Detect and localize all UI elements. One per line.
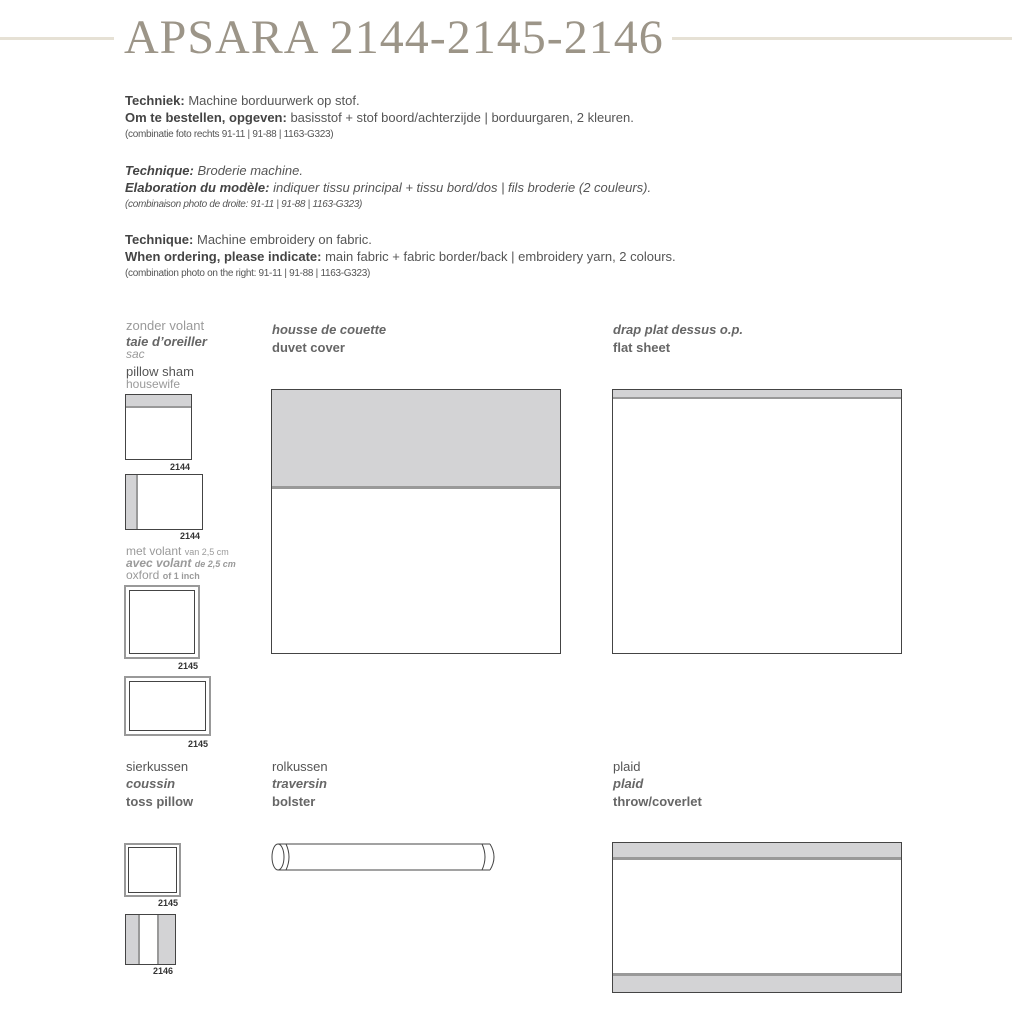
pillow-code-a: 2144 xyxy=(170,462,191,472)
en-order-label: When ordering, please indicate: xyxy=(125,249,322,264)
fr-order-line xyxy=(125,180,651,195)
en-order-line xyxy=(125,249,676,264)
plaid-top-band xyxy=(613,843,901,857)
toss-pillow-2146-stripe-left xyxy=(126,915,138,964)
nl-combination: (combinatie foto rechts 91-11 | 91-88 | 1163-G323) xyxy=(125,129,334,140)
plaid-bottom-band xyxy=(613,976,901,992)
pillow-met-volant-size: van 2,5 cm xyxy=(184,547,229,557)
flat-sheet-band-line xyxy=(613,397,901,399)
toss-label-en: toss pillow xyxy=(126,794,194,809)
fr-technique-line xyxy=(125,163,303,178)
pillow-avec-volant-text: avec volant xyxy=(126,556,192,570)
plaid-drawing xyxy=(612,842,902,993)
bolster-drawing xyxy=(268,840,502,874)
nl-order-text: basisstof + stof boord/achterzijde | borduurgaren, 2 kleuren. xyxy=(286,110,634,125)
pillow-oxford-2145-rect-inner xyxy=(129,681,206,731)
duvet-label-en: duvet cover xyxy=(272,340,345,355)
pillow-taie: taie d’oreiller xyxy=(126,334,207,349)
bolster-left-end xyxy=(272,844,284,870)
plaid-top-band-line xyxy=(613,857,901,860)
fr-combination: (combinaison photo de droite: 91-11 | 91-88 | 1163-G323) xyxy=(125,199,363,210)
fr-technique-text: Broderie machine. xyxy=(193,163,303,178)
en-technique-line xyxy=(125,232,372,247)
plaid-label-fr: plaid xyxy=(613,776,644,791)
duvet-label-fr: housse de couette xyxy=(272,322,387,337)
plaid-label-nl: plaid xyxy=(613,759,641,774)
toss-pillow-2145-inner xyxy=(128,847,177,893)
pillow-code-b: 2144 xyxy=(180,531,201,541)
pillow-oxford-text: oxford xyxy=(126,568,160,582)
pillow-oxford-2145-square-inner xyxy=(129,590,195,654)
pillow-housewife: housewife xyxy=(126,377,181,391)
pillow-sham-2144-side-line xyxy=(136,475,138,529)
bolster-right-end xyxy=(490,844,494,870)
header-rule-right xyxy=(672,37,1012,40)
toss-code-a: 2145 xyxy=(158,898,179,908)
nl-technique-line xyxy=(125,93,360,108)
fr-order-label: Elaboration du modèle: xyxy=(125,180,270,195)
nl-order-line xyxy=(125,110,634,125)
flat-label-en: flat sheet xyxy=(613,340,671,355)
plaid-label-en: throw/coverlet xyxy=(613,794,702,809)
pillow-oxford xyxy=(126,568,200,583)
duvet-cover-band-line xyxy=(272,486,560,489)
bolster-right-ring xyxy=(482,844,485,870)
toss-label-fr: coussin xyxy=(126,776,176,791)
duvet-cover-top-panel xyxy=(272,390,560,486)
en-order-text: main fabric + fabric border/back | embroidery yarn, 2 colours. xyxy=(321,249,676,264)
flat-sheet-drawing xyxy=(612,389,902,654)
toss-code-b: 2146 xyxy=(153,966,174,976)
flat-sheet-top-band xyxy=(613,390,901,397)
header-rule-left xyxy=(0,37,114,40)
flat-label-fr: drap plat dessus o.p. xyxy=(613,322,744,337)
pillow-code-c: 2145 xyxy=(178,661,199,671)
pillow-avec-volant-size: de 2,5 cm xyxy=(194,559,236,569)
bolster-body xyxy=(278,844,490,870)
fr-order-text: indiquer tissu principal + tissu bord/dos | fils broderie (2 couleurs). xyxy=(269,180,652,195)
pillow-sham-2144-band xyxy=(126,395,191,406)
toss-pillow-2146-line-left xyxy=(138,915,140,964)
en-technique-text: Machine embroidery on fabric. xyxy=(193,232,372,247)
pillow-oxford-size: of 1 inch xyxy=(162,571,200,581)
bolster-label-nl: rolkussen xyxy=(272,759,328,774)
pillow-code-d: 2145 xyxy=(188,739,209,749)
pillow-sham-2144-side-band xyxy=(126,475,136,529)
en-technique-label: Technique: xyxy=(125,232,194,247)
bolster-label-fr: traversin xyxy=(272,776,327,791)
pillow-sac: sac xyxy=(126,347,145,361)
page-title: APSARA 2144-2145-2146 xyxy=(124,11,664,64)
toss-label-nl: sierkussen xyxy=(126,759,189,774)
en-combination: (combination photo on the right: 91-11 | 91-88 | 1163-G323) xyxy=(125,268,371,279)
pillow-zonder-volant: zonder volant xyxy=(126,318,205,333)
toss-pillow-2146-stripe-right xyxy=(159,915,175,964)
pillow-sham: pillow sham xyxy=(126,364,194,379)
bolster-label-en: bolster xyxy=(272,794,316,809)
pillow-met-volant-text: met volant xyxy=(126,544,182,558)
fr-technique-label: Technique: xyxy=(125,163,194,178)
nl-technique-label: Techniek: xyxy=(125,93,185,108)
nl-technique-text: Machine borduurwerk op stof. xyxy=(184,93,360,108)
pillow-sham-2144-band-line xyxy=(126,406,191,408)
bolster-left-ring xyxy=(286,844,289,870)
nl-order-label: Om te bestellen, opgeven: xyxy=(125,110,287,125)
